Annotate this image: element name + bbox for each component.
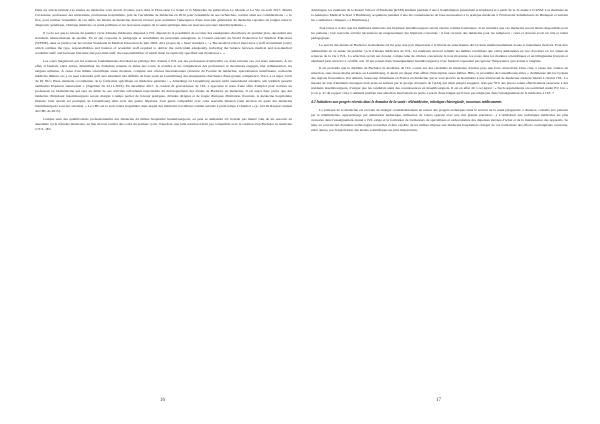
right-page-text xyxy=(311,8,568,388)
paragraph: Tout laisse à croire que les meilleurs médecins des hôpitaux luxembourgeois seront choisis comme formateurs. Il en résultera que ces médecins seront moins disponibles pour les patients ; leur nouvelle activité nécessitera un réagencement des hôpitaux concernés : il faut recruter des médecins pour les remplacer ; ceux-ci doivent avoir un rôle et talent pédagogique. xyxy=(311,25,568,40)
paragraph: Il va de soi que le niveau du premier cycle d'études médicales dispensé à l'UL dépend de la possibilité de recruter des enseignants-chercheurs de premier plan, répondant aux standards internationaux de qualité. En ce qui concerne le pédagogie et notamment du personnel enseignant, le Conseil exécutif du World Federation for Medical Education (WFME), dans sa préface sur les Global Standards in Medical Education de juin 2003, dit à propos du « basic standard » : « The medical school must have a staff recruitment policy which outlines the type, responsibilities and balance of academic staff required to deliver the curriculum adequately, including the balance between medical and non-medical academic staff, and between full-time and part-time staff, the responsibilities of which must be explicitly specified and monitored ». » xyxy=(35,30,292,55)
paragraph: Allemagne, les étudiants de la Kassel School of Medicine (KSM) étudient pendant 2 ans à Southampton (université et hôpitaux) et à partir de la 3e année à la KSM. Les étudiants de la Asklepios Medical School à Hambourg acquièrent pendant 2 ans les connaissances de base nécessaires à la pratique médicale à l'Université Semmelweis de Budapest et suivent les « semestres cliniques » à Hambourg.) xyxy=(311,8,568,23)
paragraph: Compte tenu des qualifications professionnelles des médecins du milieu hospitalier luxembourgeois, on peut se demander s'il n'aurait pas mieux valu de les associer au deuxième cycle d'études médicales, au lieu de leur confier des cours du premier cycle. Toutefois, une telle solution n'était pas compatible avec la création d'un Bachelor in medicine à l'UL. (En xyxy=(35,116,292,131)
page-number-left: 16 xyxy=(160,398,165,403)
paragraph: Il est probable que le diplôme de Bachelor in medicine de l'UL contre sur des candidats en médecine d'autres pays une forte attractivité. D'un côté, à cause des critères de sélection, sans doute moins sévères au Luxembourg, il aurait un risque d'un afflux d'inscription assez faibles. Bilts, la proximité du Luxembourg attira « d'emmenaé dès les lycéens des régions frontalières. Par ailleurs, beaucoup d'étudiants en France en médecine qui se sont inscrits en Roumanie à une Université de médecine auraient intérêt à choisir l'UL. La mesure de trop d'étudiants étrangers était prise au sérieux par le groupe d'experts de l'AAQ qui allait jusqu'à suggérer, afin que 70% des places soient effectivement réservées à des résidents luxembourgeois, d'exiger que les candidats aient des connaissances en luxembourgeois. Il est en effet dit à cet égard : « Such requirements are permitted under EU law » (voir p. 27 du rapport cité). Comment justifier une sélection intervenant en partie à partir d'une langue qu'il n'est pas employée dans l'enseignement de la médecine à l'UL ? xyxy=(311,66,568,96)
page-number-right: 17 xyxy=(436,398,441,403)
paragraph: Dans un article intitulé Les études de médecine vont devoir évoluer, paru dans le Hors-série La Santé et la Médecine du publication Le Monde et La Vie en août 2017, Martin Cavazzana, professeur des universités, praticienne hospitalière, prix de l'Académie de médecine en 2016 pour l'ensemble de ses recherches, conclut ainsi ses considérations : « Je fixe, pour réaliser l'ensemble de ces défis, les études de médecine devront évoluer pour permettre l'émergence d'une nouvelle génération de médecins capables de jongler entre le diagnostic génétique, l'éthique médicale, la santé publique et les nouveaux enjeux de la santé publique dans un nouveau parcours interdisciplinaire. » xyxy=(35,8,292,28)
left-page-text xyxy=(35,8,292,388)
paragraph: La pratique de la médecine est en train de changer considérablement en raison des progrès techniques dans le secteur de la santé (diagnostic à distance, conseils aux patients par la télémédecine, apprentissage par simulation numérique, utilisation de robots opérant avec une très grande précision…). L'utilisation aux techniques médicales les plus avancées dans l'enseignement donné à l'UL exige et la formation de formateurs de spécialistes et universitaires des dépenses élevées d'achat et de la maintenance des appareils. Se tenir au courant des dernières technologies nouvelles et être capable de les utiliser impose aux médecins hospitaliers chargés de ces formations des efforts contraignants constants, entre autres, par l'exploitation des études scientifiques les plus importantes. xyxy=(311,107,568,132)
section-heading: 4.2 Initiatives aux progrès récents dans le domaine de la santé : télémédecine, robotique chirurgicale, nouveaux médicaments xyxy=(311,99,502,104)
paragraph: Le succès des études de Bachelor in medicine est lié pour une part importante à la liberté de sélectionner des lycéens intellectuellement doués et hautement motivés. Pour être admissibles en 2e année du premier cycle d'études médicales de l'UL, les étudiants devront remplir les mêmes conditions que celles demandées en vue d'accéder en 1re année de sciences de la vie à l'UL. La sélection se fait sur dossier compte tenu de critères concernant la note moyenne, les notes dans les matières scientifiques et un bilinguisme français et allemand (soit niveau C1 certifié, soit 10 ans passés dans l'enseignement luxembourgeois). Il ne faudrait cependant pas ignorer l'importance qui revient à l'anglais. xyxy=(311,43,568,63)
paragraph: Les cours magistraux sur les sciences fondamentales devraient en principe être donnés à l'UL par des professeurs d'université ou, dans certains cas, par leurs assistants. À cet effet, il faudrait, entre autres, déterminer les domaines retenus, la durée des cours, le nombre et les compétences des professeurs et chercheurs engagés, leur rémunération, les langues utilisées. À cause d'un milieu scientifique assez modeste, comparé aux critères internationaux (absence de Faculté de médecine, spécialisation insuffisante, recherche médicale limitée, etc.), on peut s'attendre qu'il sera sûrement très difficile de faire venir au Luxembourg des enseignants-chercheurs d'une grande compétence. Voici, à ce sujet, l'avis du Dr Nico Haas, médecin coordinateur de la formation spécifique en médecine générale : « Allerdings ist Luxemburg zurzeit nicht ausreichend attraktiv, um wirklich gesucht namhaftes Experten anzulocken » (Tageblatt du 22.11.2016). En décembre 2017, le conseil de gouvernance de l'UL a approuvé le texte d'une offre d'emploi pour recruter un professeur en biomédecine qui sera au début de ses activités activement responsable du développement des études de Bachelor en médecine. Il est aussi donc prévu que des médecins d'hôpitaux luxembourgeois seront chargés à temps partiel de travaux pratiques, d'études dirigées et de stages cliniques d'initiation. Pourtant, la médecine hospitalière libérale, telle qu'elle est pratiquée au Luxembourg dans trois des quatre hôpitaux, n'est guère compatible avec cette nouvelle mission (seul environ un quart des médecins luxembourgeois sont des salariés). « Le CHL est le seul centre hospitalier dans lequel des médecins travaillent comme salariés à plein temps à l'hôpital » (p. 124 du Rapport annuel du CHL de 2015). xyxy=(35,58,292,114)
